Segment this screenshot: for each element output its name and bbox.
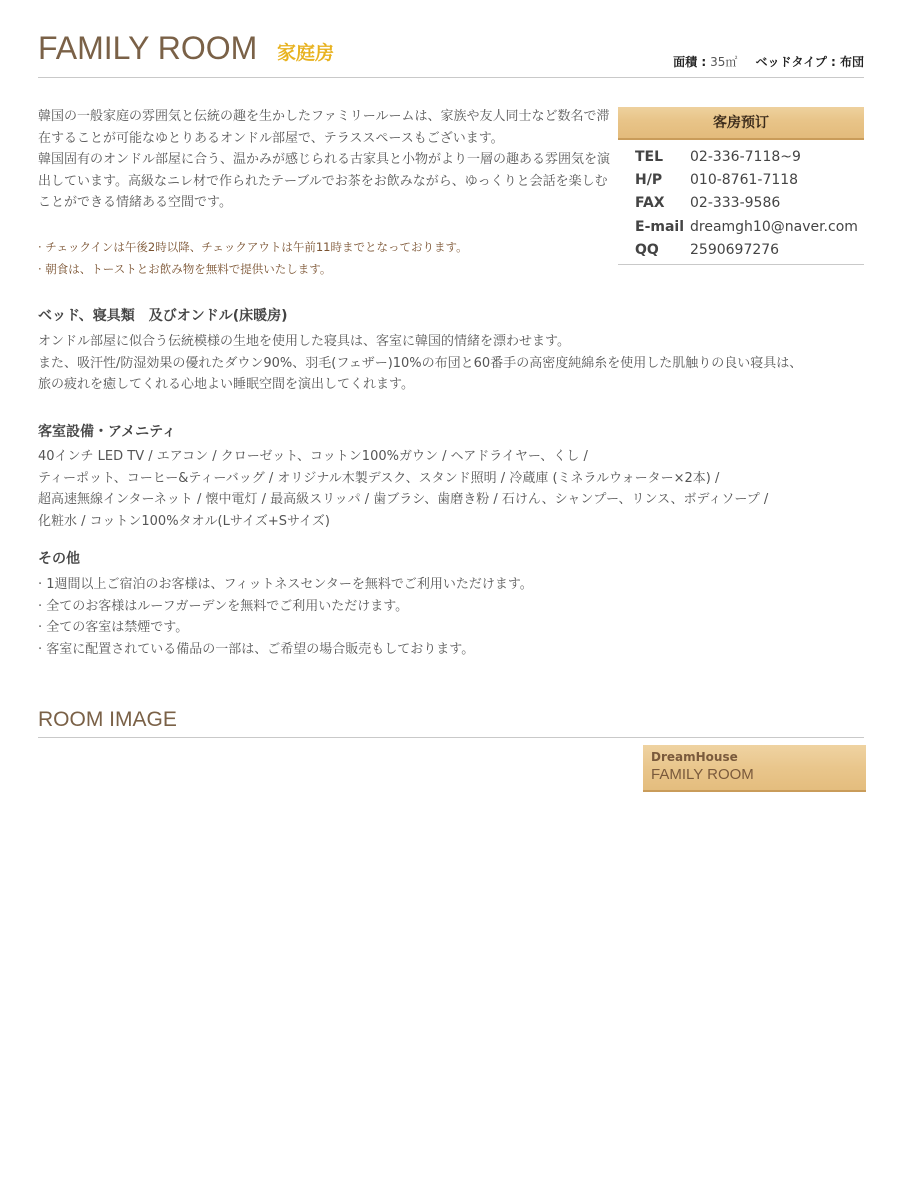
contact-row-tel xyxy=(635,146,864,169)
reservation-contacts xyxy=(618,140,864,265)
other-line: · 1週間以上ご宿泊のお客様は、フィットネスセンターを無料でご利用いただけます。 xyxy=(38,577,533,592)
reservation-heading: 客房预订 xyxy=(618,107,864,140)
note-item: · チェックインは午後2時以降、チェックアウトは午前11時までとなっております。 xyxy=(38,240,468,254)
contact-row-qq xyxy=(635,239,864,262)
area-value: 35㎡ xyxy=(710,55,738,69)
amenities-text xyxy=(38,446,858,532)
bedding-title: ベッド、寝具類 及びオンドル(床暖房) xyxy=(38,308,288,324)
contact-row-hp xyxy=(635,169,864,192)
room-image-title: ROOM IMAGE xyxy=(38,708,177,731)
bed-type: ベッドタイプ : 布団 xyxy=(755,55,864,69)
amenities-line: 化粧水 / コットン100%タオル(Lサイズ+Sサイズ) xyxy=(38,513,331,529)
page-subtitle: 家庭房 xyxy=(277,42,335,64)
other-text xyxy=(38,574,858,660)
contact-value: 02-333-9586 xyxy=(690,195,781,212)
bedding-line: 旅の疲れを癒してくれる心地よい睡眠空間を演出してくれます。 xyxy=(38,377,414,392)
contact-key: QQ xyxy=(635,241,659,258)
intro-paragraph: 韓国の一般家庭の雰囲気と伝統の趣を生かしたファミリールームは、家族や友人同士など数名で滞在することが可能なゆとりあるオンドル部屋で、テラススペースもございます。 xyxy=(38,109,610,146)
other-title: その他 xyxy=(38,551,80,567)
room-image-label xyxy=(643,745,866,792)
room-name: FAMILY ROOM xyxy=(651,766,754,783)
other-line: · 全ての客室は禁煙です。 xyxy=(38,620,189,635)
bedding-line: また、吸汗性/防湿効果の優れたダウン90%、羽毛(フェザー)10%の布団と60番手の高密度純綿糸を使用した肌触りの良い寝具は、 xyxy=(38,355,803,371)
contact-value[interactable]: dreamgh10@naver.com xyxy=(690,218,858,235)
contact-value: 2590697276 xyxy=(690,241,780,258)
area-label: 面積 : xyxy=(673,55,707,69)
amenities-title: 客室設備・アメニティ xyxy=(38,424,177,440)
brand-name: DreamHouse xyxy=(651,750,738,764)
contact-row-email xyxy=(635,216,864,239)
amenities-line: 超高速無線インターネット / 懐中電灯 / 最高級スリッパ / 歯ブラシ、歯磨き粉 / 石けん、シャンプー、リンス、ボディソープ / xyxy=(38,492,769,507)
contact-key: E-mail xyxy=(635,218,685,235)
contact-value[interactable]: 010-8761-7118 xyxy=(690,172,799,189)
bedding-line: オンドル部屋に似合う伝統模様の生地を使用した寝具は、客室に韓国的情緒を漂わせます。 xyxy=(38,334,570,349)
room-image-divider xyxy=(38,737,864,738)
intro-text xyxy=(38,106,616,214)
intro-paragraph: 韓国固有のオンドル部屋に合う、温かみが感じられる古家具と小物がより一層の趣ある雰囲気を演出しています。高級なニレ材で作られたテーブルでお茶をお飲みながら、ゆっくりと会話を楽しむことができる情緒ある空間です。 xyxy=(38,152,611,210)
other-line: · 客室に配置されている備品の一部は、ご希望の場合販売もしております。 xyxy=(38,641,475,657)
contact-key: TEL xyxy=(635,149,664,165)
contact-key: H/P xyxy=(635,172,663,189)
bedding-text xyxy=(38,331,858,396)
contact-value[interactable]: 02-336-7118~9 xyxy=(690,149,801,165)
note-item: · 朝食は、トーストとお飲み物を無料で提供いたします。 xyxy=(38,262,332,276)
other-line: · 全てのお客様はルーフガーデンを無料でご利用いただけます。 xyxy=(38,598,409,614)
page-title: FAMILY ROOM xyxy=(38,30,258,66)
amenities-line: 40インチ LED TV / エアコン / クローゼット、コットン100%ガウン / ヘアドライヤー、くし / xyxy=(38,449,588,464)
intro-notes xyxy=(38,236,616,280)
contact-key: FAX xyxy=(635,195,665,212)
room-meta xyxy=(673,53,864,71)
contact-row-fax xyxy=(635,192,864,215)
header-divider xyxy=(38,77,864,78)
reservation-box xyxy=(618,107,864,265)
amenities-line: ティーポット、コーヒー&ティーバッグ / オリジナル木製デスク、スタンド照明 / 冷蔵庫 (ミネラルウォーター×2本) / xyxy=(38,470,720,486)
